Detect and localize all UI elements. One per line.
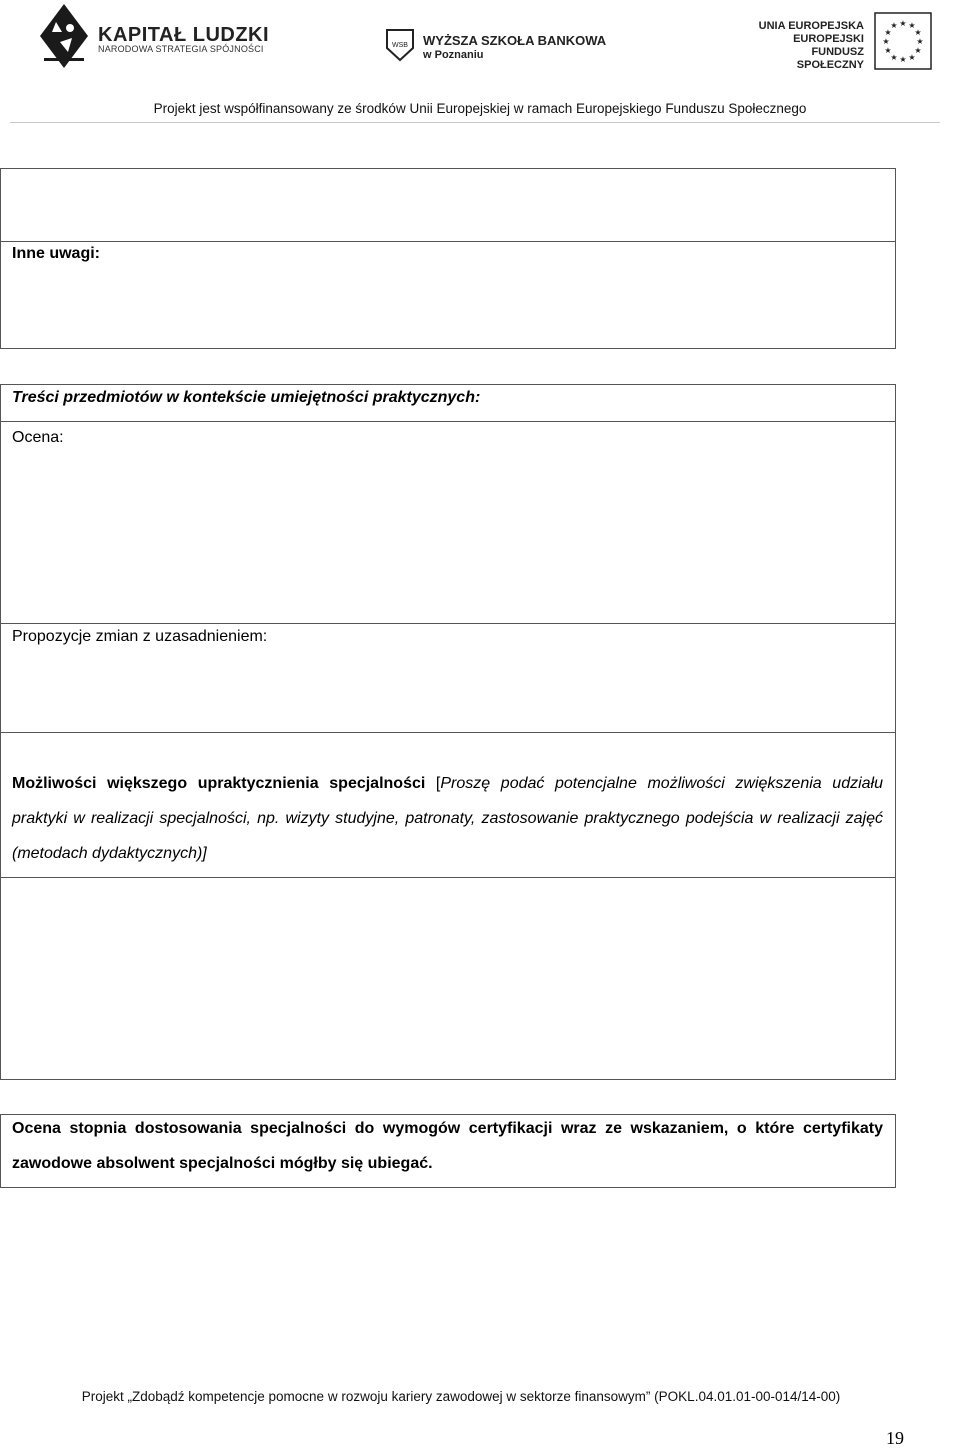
svg-text:★: ★ bbox=[884, 28, 892, 37]
eu-text bbox=[752, 20, 864, 72]
ocena-label: Ocena: bbox=[12, 429, 64, 446]
inne-uwagi-label: Inne uwagi: bbox=[12, 245, 100, 262]
mozliwosci-bracket: [ bbox=[425, 775, 441, 792]
ocena-stopnia-text: Ocena stopnia dostosowania specjalności do wymogów certyfikacji wraz ze wskazaniem, o które certyfikaty zawodowe absolwent specjalności mógłby się ubiegać. bbox=[12, 1120, 883, 1172]
wsb-shield-icon bbox=[385, 28, 415, 62]
svg-text:★: ★ bbox=[908, 53, 916, 62]
kapital-ludzki-emblem-icon bbox=[38, 2, 90, 70]
inne-uwagi-box bbox=[0, 168, 896, 349]
header-divider bbox=[10, 122, 940, 123]
eu-flag-icon bbox=[874, 12, 932, 70]
eu-line-2: EUROPEJSKI bbox=[793, 33, 864, 45]
page-number: 19 bbox=[886, 1428, 904, 1448]
eu-line-3: FUNDUSZ SPOŁECZNY bbox=[796, 46, 864, 71]
wsb-logo bbox=[385, 28, 615, 68]
header-cofinancing-note: Projekt jest współfinansowany ze środków Unii Europejskiej w ramach Europejskiego Funduszu Społecznego bbox=[153, 101, 807, 116]
kapital-ludzki-subtitle: NARODOWA STRATEGIA SPÓJNOŚCI bbox=[98, 44, 264, 54]
mozliwosci-heading: Możliwości większego upraktycznienia specjalności bbox=[12, 775, 426, 792]
svg-text:★: ★ bbox=[914, 46, 922, 55]
footer-project-note: Projekt „Zdobądź kompetencje pomocne w rozwoju kariery zawodowej w sektorze finansowym” (POKL.04.01.01-00-014/14-00) bbox=[81, 1389, 841, 1404]
tresci-divider-1 bbox=[1, 421, 895, 422]
mozliwosci-divider bbox=[1, 877, 895, 878]
mozliwosci-box bbox=[0, 732, 896, 1080]
svg-text:★: ★ bbox=[882, 37, 890, 46]
svg-text:★: ★ bbox=[899, 19, 907, 28]
wsb-title: WYŻSZA SZKOŁA BANKOWA bbox=[423, 33, 607, 48]
tresci-box bbox=[0, 384, 896, 733]
ocena-stopnia-box bbox=[0, 1114, 896, 1188]
wsb-subtitle: w Poznaniu bbox=[423, 49, 484, 61]
svg-text:★: ★ bbox=[890, 21, 898, 30]
mozliwosci-text bbox=[12, 766, 883, 871]
svg-text:★: ★ bbox=[908, 21, 916, 30]
svg-text:★: ★ bbox=[916, 37, 924, 46]
svg-text:★: ★ bbox=[914, 28, 922, 37]
propozycje-label: Propozycje zmian z uzasadnieniem: bbox=[12, 628, 268, 645]
svg-text:★: ★ bbox=[899, 55, 907, 64]
svg-text:★: ★ bbox=[884, 46, 892, 55]
eu-line-1: UNIA EUROPEJSKA bbox=[758, 20, 864, 32]
mozliwosci-instruction: Proszę podać potencjalne możliwości zwiększenia udziału praktyki w realizacji specjalności, np. wizyty studyjne, patronaty, zastosowanie praktycznego podejścia w realizacji zajęć (metodach dydaktycznych)] bbox=[12, 775, 883, 862]
tresci-divider-2 bbox=[1, 623, 895, 624]
inne-uwagi-divider bbox=[1, 241, 895, 242]
tresci-title: Treści przedmiotów w kontekście umiejętności praktycznych: bbox=[12, 389, 481, 406]
wsb-mark-text: WSB bbox=[392, 42, 408, 49]
eu-logo bbox=[752, 12, 932, 72]
kapital-ludzki-title: KAPITAŁ LUDZKI bbox=[98, 24, 270, 46]
svg-text:★: ★ bbox=[890, 53, 898, 62]
kapital-ludzki-logo bbox=[38, 2, 278, 72]
